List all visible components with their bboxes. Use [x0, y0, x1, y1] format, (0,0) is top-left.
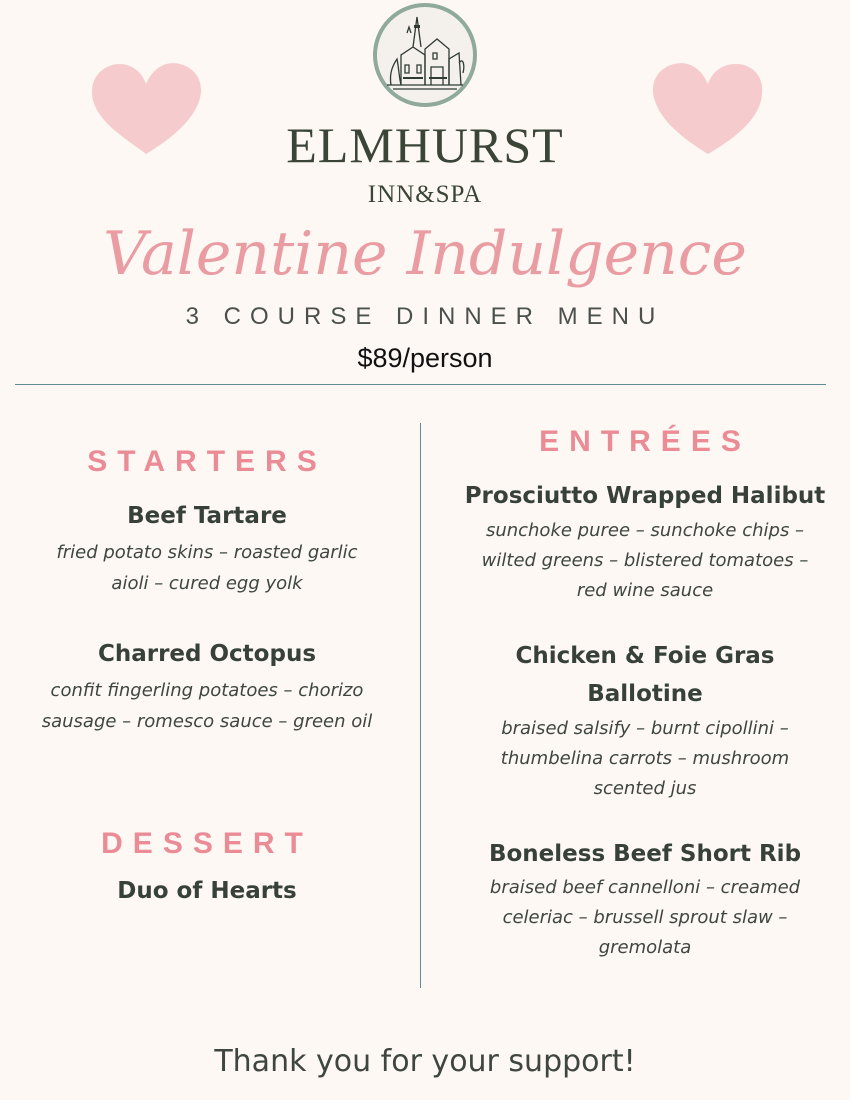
- horizontal-divider: [15, 384, 826, 385]
- dish-name: Duo of Hearts: [117, 878, 297, 904]
- brand-name: ELMHURST: [286, 117, 564, 173]
- dish-desc-line: red wine sauce: [576, 580, 714, 601]
- dish-desc-line: wilted greens – blistered tomatoes –: [481, 550, 809, 571]
- dish-name: Ballotine: [587, 681, 703, 707]
- dish-name: Prosciutto Wrapped Halibut: [464, 483, 826, 509]
- dish-name: Chicken & Foie Gras: [515, 643, 775, 669]
- starters-heading: STARTERS: [87, 445, 327, 478]
- menu-price: $89/person: [357, 343, 493, 373]
- entrees-heading: ENTRÉES: [539, 425, 751, 458]
- vertical-divider: [420, 423, 421, 988]
- dish-desc-line: aioli – cured egg yolk: [111, 573, 303, 594]
- inn-building-logo: [373, 3, 477, 107]
- dish-desc-line: celeriac – brussell sprout slaw –: [502, 907, 788, 928]
- dish-desc-line: gremolata: [598, 937, 692, 958]
- dish-desc-line: fried potato skins – roasted garlic: [56, 542, 358, 563]
- dessert-heading: DESSERT: [101, 827, 313, 860]
- dish-desc-line: confit fingerling potatoes – chorizo: [50, 680, 364, 701]
- dish-name: Boneless Beef Short Rib: [488, 841, 802, 867]
- dish-desc-line: sausage – romesco sauce – green oil: [41, 711, 373, 732]
- dish-name: Beef Tartare: [127, 503, 287, 529]
- brand-subtitle: INN&SPA: [367, 181, 483, 208]
- dish-name: Charred Octopus: [97, 641, 317, 667]
- dish-desc-line: braised beef cannelloni – creamed: [489, 877, 801, 898]
- thank-you-message: Thank you for your support!: [214, 1044, 636, 1079]
- menu-subtitle: 3 COURSE DINNER MENU: [185, 303, 665, 330]
- dish-desc-line: thumbelina carrots – mushroom: [500, 748, 790, 769]
- dish-desc-line: sunchoke puree – sunchoke chips –: [485, 520, 805, 541]
- dish-desc-line: braised salsify – burnt cipollini –: [501, 718, 789, 739]
- menu-title: Valentine Indulgence: [103, 219, 747, 289]
- dish-desc-line: scented jus: [593, 778, 697, 799]
